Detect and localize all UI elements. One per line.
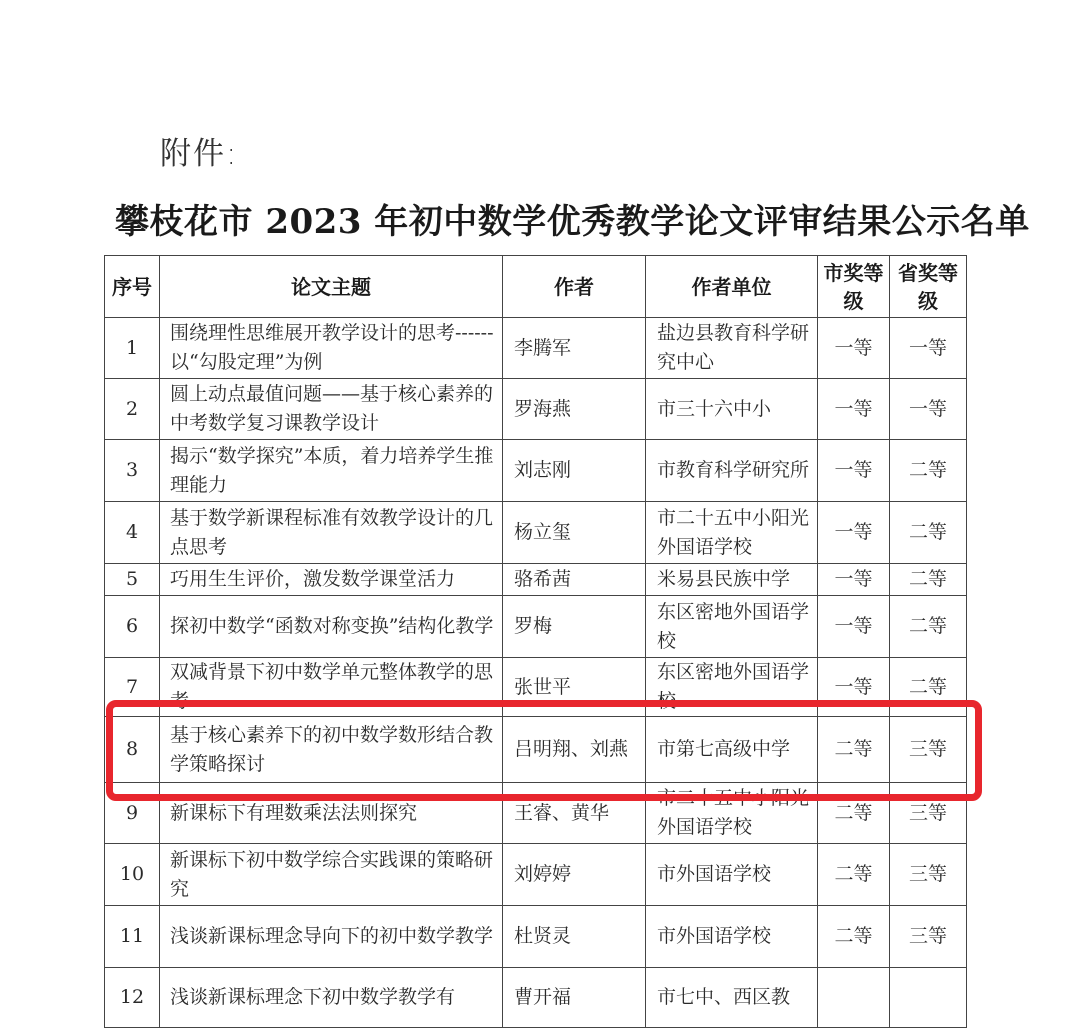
row-no: 10 <box>105 844 160 906</box>
row-city-award: 一等 <box>818 658 890 717</box>
row-topic: 探初中数学“函数对称变换”结构化教学 <box>160 596 503 658</box>
row-author: 刘婷婷 <box>503 844 646 906</box>
row-no: 6 <box>105 596 160 658</box>
row-topic: 围绕理性思维展开教学设计的思考------以“勾股定理”为例 <box>160 318 503 379</box>
row-topic: 基于数学新课程标准有效教学设计的几点思考 <box>160 502 503 564</box>
row-city-award: 二等 <box>818 783 890 844</box>
row-unit: 市外国语学校 <box>646 844 818 906</box>
row-unit: 市二十五中小阳光外国语学校 <box>646 783 818 844</box>
table-row <box>105 564 967 596</box>
row-city-award: 一等 <box>818 379 890 440</box>
table-row <box>105 440 967 502</box>
table-row <box>105 968 967 1028</box>
row-no: 11 <box>105 906 160 968</box>
row-province-award: 二等 <box>890 658 967 717</box>
table-row <box>105 596 967 658</box>
table-row <box>105 844 967 906</box>
header-city-award: 市奖等级 <box>818 256 890 318</box>
table-row <box>105 783 967 844</box>
row-no: 1 <box>105 318 160 379</box>
row-author: 杨立玺 <box>503 502 646 564</box>
row-no: 8 <box>105 717 160 783</box>
row-unit: 东区密地外国语学校 <box>646 596 818 658</box>
row-city-award: 一等 <box>818 502 890 564</box>
row-city-award: 一等 <box>818 318 890 379</box>
row-topic: 浅谈新课标理念导向下的初中数学教学 <box>160 906 503 968</box>
row-unit: 市外国语学校 <box>646 906 818 968</box>
row-topic: 浅谈新课标理念下初中数学教学有 <box>160 968 503 1028</box>
row-author: 刘志刚 <box>503 440 646 502</box>
row-author: 曹开福 <box>503 968 646 1028</box>
row-province-award: 二等 <box>890 440 967 502</box>
row-unit: 盐边县教育科学研究中心 <box>646 318 818 379</box>
row-city-award: 一等 <box>818 596 890 658</box>
table-row <box>105 318 967 379</box>
table-row <box>105 502 967 564</box>
header-province-award: 省奖等级 <box>890 256 967 318</box>
row-unit: 市二十五中小阳光外国语学校 <box>646 502 818 564</box>
row-province-award: 一等 <box>890 318 967 379</box>
header-no: 序号 <box>105 256 160 318</box>
row-topic: 新课标下有理数乘法法则探究 <box>160 783 503 844</box>
row-unit: 市七中、西区教 <box>646 968 818 1028</box>
results-table <box>104 255 967 1028</box>
row-author: 李腾军 <box>503 318 646 379</box>
row-unit: 米易县民族中学 <box>646 564 818 596</box>
row-city-award: 二等 <box>818 906 890 968</box>
row-author: 罗梅 <box>503 596 646 658</box>
row-province-award: 三等 <box>890 717 967 783</box>
row-topic: 圆上动点最值问题——基于核心素养的中考数学复习课教学设计 <box>160 379 503 440</box>
row-province-award: 一等 <box>890 379 967 440</box>
row-unit: 市第七高级中学 <box>646 717 818 783</box>
row-city-award: 二等 <box>818 844 890 906</box>
row-city-award: 二等 <box>818 717 890 783</box>
row-author: 吕明翔、刘燕 <box>503 717 646 783</box>
row-province-award: 三等 <box>890 783 967 844</box>
row-province-award: 二等 <box>890 502 967 564</box>
header-author: 作者 <box>503 256 646 318</box>
row-city-award <box>818 968 890 1028</box>
table-row <box>105 379 967 440</box>
row-unit: 市教育科学研究所 <box>646 440 818 502</box>
row-no: 5 <box>105 564 160 596</box>
document-title: 攀枝花市 2023 年初中数学优秀教学论文评审结果公示名单 <box>115 202 1030 242</box>
table-row <box>105 717 967 783</box>
row-province-award: 二等 <box>890 564 967 596</box>
row-no: 12 <box>105 968 160 1028</box>
row-author: 张世平 <box>503 658 646 717</box>
row-city-award: 一等 <box>818 440 890 502</box>
table-row <box>105 906 967 968</box>
row-no: 4 <box>105 502 160 564</box>
row-no: 9 <box>105 783 160 844</box>
row-topic: 揭示“数学探究”本质，着力培养学生推理能力 <box>160 440 503 502</box>
row-author: 罗海燕 <box>503 379 646 440</box>
row-province-award: 二等 <box>890 596 967 658</box>
header-unit: 作者单位 <box>646 256 818 318</box>
row-city-award: 一等 <box>818 564 890 596</box>
row-no: 7 <box>105 658 160 717</box>
row-topic: 双减背景下初中数学单元整体教学的思考 <box>160 658 503 717</box>
row-province-award: 三等 <box>890 906 967 968</box>
row-topic: 基于核心素养下的初中数学数形结合教学策略探讨 <box>160 717 503 783</box>
row-no: 2 <box>105 379 160 440</box>
table-row <box>105 658 967 717</box>
row-unit: 市三十六中小 <box>646 379 818 440</box>
row-unit: 东区密地外国语学校 <box>646 658 818 717</box>
row-no: 3 <box>105 440 160 502</box>
row-topic: 新课标下初中数学综合实践课的策略研究 <box>160 844 503 906</box>
row-province-award <box>890 968 967 1028</box>
attachment-label: 附件: <box>160 136 239 172</box>
header-topic: 论文主题 <box>160 256 503 318</box>
row-province-award: 三等 <box>890 844 967 906</box>
row-author: 骆希茜 <box>503 564 646 596</box>
row-topic: 巧用生生评价，激发数学课堂活力 <box>160 564 503 596</box>
row-author: 王睿、黄华 <box>503 783 646 844</box>
row-author: 杜贤灵 <box>503 906 646 968</box>
header-row <box>105 256 967 318</box>
